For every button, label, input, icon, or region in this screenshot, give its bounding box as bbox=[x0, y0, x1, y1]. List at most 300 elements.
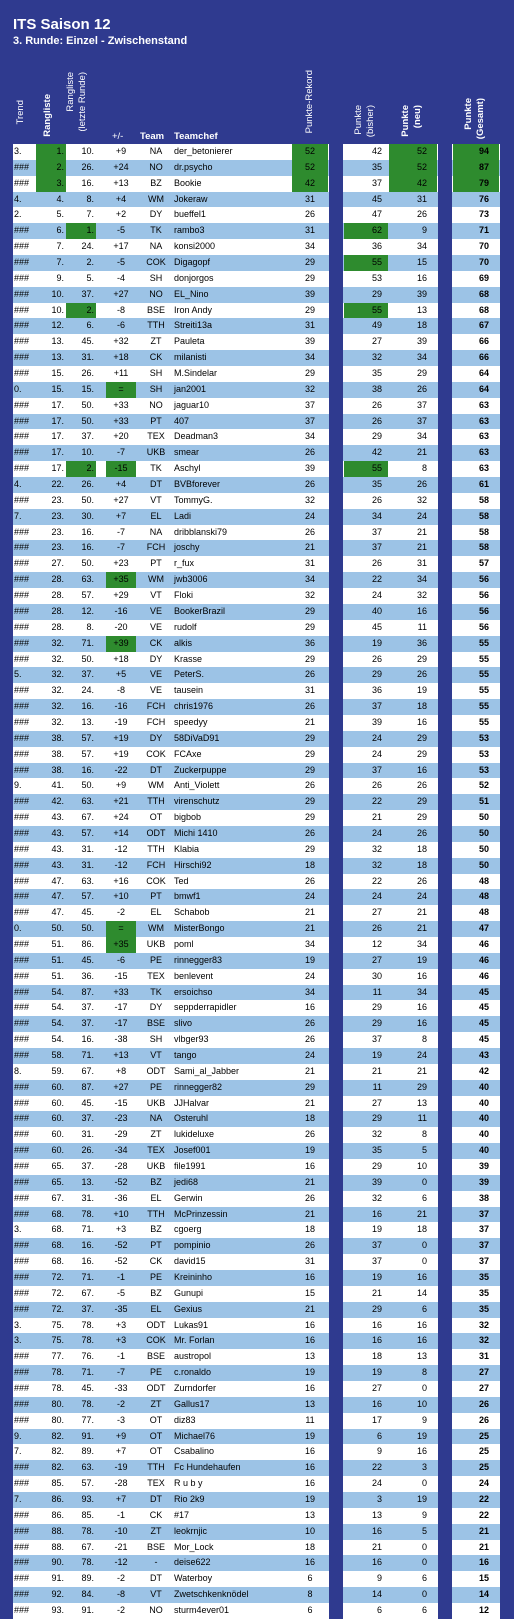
record-cell: 13 bbox=[304, 1351, 315, 1362]
points-total-cell: 63 bbox=[478, 463, 489, 474]
diff-cell: +20 bbox=[113, 431, 129, 442]
team-cell: - bbox=[154, 1557, 158, 1568]
points-new-cell: 6 bbox=[421, 1303, 427, 1314]
teamchef-cell: Aschyl bbox=[174, 463, 201, 474]
team-cell: TTH bbox=[147, 843, 165, 854]
table-row bbox=[0, 667, 514, 683]
points-new-cell: 34 bbox=[416, 431, 427, 442]
record-cell: 29 bbox=[304, 621, 315, 632]
points-new-cell: 0 bbox=[421, 1541, 427, 1552]
points-total-cell: 26 bbox=[478, 1414, 489, 1425]
points-new-cell: 29 bbox=[416, 796, 427, 807]
record-cell: 21 bbox=[304, 1176, 315, 1187]
rank-cell: 60. bbox=[51, 1113, 64, 1124]
table-row bbox=[0, 1460, 514, 1476]
trend-cell: ### bbox=[14, 827, 30, 838]
team-cell: PE bbox=[149, 1272, 162, 1283]
team-cell: ODT bbox=[146, 1065, 166, 1076]
points-before-cell: 26 bbox=[371, 558, 382, 569]
teamchef-cell: Osteruhl bbox=[174, 1113, 209, 1124]
rank-cell: 2. bbox=[36, 160, 66, 176]
diff-cell: -16 bbox=[114, 605, 128, 616]
points-total-cell: 25 bbox=[478, 1446, 489, 1457]
team-cell: TEX bbox=[147, 431, 165, 442]
record-cell: 32 bbox=[304, 383, 315, 394]
diff-cell: +2 bbox=[115, 209, 127, 220]
table-row bbox=[0, 921, 514, 937]
trend-cell: ### bbox=[14, 1145, 30, 1156]
teamchef-cell: jedi68 bbox=[174, 1176, 199, 1187]
last-rank-cell: 16. bbox=[81, 177, 94, 188]
table-row bbox=[0, 1286, 514, 1302]
teamchef-cell: speedyy bbox=[174, 716, 208, 727]
points-before-cell: 37 bbox=[371, 701, 382, 712]
team-cell: FCH bbox=[146, 716, 166, 727]
points-before-cell: 29 bbox=[371, 1002, 382, 1013]
points-new-cell: 36 bbox=[416, 637, 427, 648]
points-before-cell: 19 bbox=[371, 1224, 382, 1235]
teamchef-cell: bigbob bbox=[174, 812, 202, 823]
record-cell: 26 bbox=[304, 1034, 315, 1045]
points-new-cell: 16 bbox=[416, 272, 427, 283]
table-row bbox=[0, 556, 514, 572]
record-cell: 16 bbox=[304, 1272, 315, 1283]
points-total-cell: 55 bbox=[478, 701, 489, 712]
record-cell: 16 bbox=[304, 1319, 315, 1330]
points-total-cell: 58 bbox=[478, 494, 489, 505]
points-total-cell: 55 bbox=[478, 653, 489, 664]
record-cell: 16 bbox=[304, 1478, 315, 1489]
table-row bbox=[0, 778, 514, 794]
diff-cell: -36 bbox=[114, 1192, 128, 1203]
points-before-cell: 26 bbox=[371, 653, 382, 664]
points-before-cell: 35 bbox=[371, 161, 382, 172]
record-cell: 16 bbox=[304, 1002, 315, 1013]
diff-cell: -7 bbox=[116, 542, 125, 553]
rank-cell: 22. bbox=[51, 479, 64, 490]
team-cell: TK bbox=[150, 986, 162, 997]
record-cell: 16 bbox=[304, 1335, 315, 1346]
team-cell: SH bbox=[149, 383, 163, 394]
record-cell: 31 bbox=[304, 193, 315, 204]
last-rank-cell: 26. bbox=[81, 161, 94, 172]
diff-cell: -1 bbox=[116, 1351, 125, 1362]
diff-cell: -29 bbox=[114, 1129, 128, 1140]
points-before-cell: 11 bbox=[372, 1081, 382, 1092]
points-total-cell: 66 bbox=[478, 336, 489, 347]
rank-cell: 60. bbox=[51, 1145, 64, 1156]
points-total-cell: 63 bbox=[478, 399, 489, 410]
points-before-cell: 39 bbox=[371, 716, 382, 727]
points-new-cell: 18 bbox=[416, 701, 427, 712]
trend-cell: ### bbox=[14, 764, 30, 775]
table-row bbox=[0, 953, 514, 969]
diff-cell: +16 bbox=[113, 875, 129, 886]
diff-cell: +10 bbox=[113, 1208, 129, 1219]
points-new-cell: 16 bbox=[416, 1018, 427, 1029]
teamchef-cell: jwb3006 bbox=[174, 574, 208, 585]
record-cell: 29 bbox=[304, 748, 315, 759]
rank-cell: 80. bbox=[51, 1414, 64, 1425]
table-row bbox=[0, 572, 514, 588]
last-rank-cell: 37. bbox=[81, 1303, 94, 1314]
points-new-cell: 21 bbox=[416, 526, 427, 537]
teamchef-cell: Fc Hundehaufen bbox=[174, 1462, 241, 1473]
record-cell: 13 bbox=[304, 1509, 315, 1520]
table-row bbox=[0, 509, 514, 525]
points-before-cell: 29 bbox=[371, 669, 382, 680]
teamchef-cell: Kreininho bbox=[174, 1272, 213, 1283]
points-new-cell: 19 bbox=[416, 1494, 427, 1505]
last-rank-cell: 2. bbox=[66, 461, 96, 477]
points-new-cell: 0 bbox=[421, 1478, 427, 1489]
table-row bbox=[0, 1333, 514, 1349]
trend-cell: ### bbox=[14, 494, 30, 505]
last-rank-cell: 31. bbox=[81, 352, 94, 363]
rank-cell: 85. bbox=[51, 1478, 64, 1489]
team-cell: TEX bbox=[147, 970, 165, 981]
points-total-cell: 50 bbox=[478, 827, 489, 838]
points-total-cell: 58 bbox=[478, 510, 489, 521]
points-before-cell: 53 bbox=[371, 272, 382, 283]
team-cell: VT bbox=[150, 1589, 162, 1600]
points-new-cell: 52 bbox=[389, 160, 437, 176]
table-row bbox=[0, 1444, 514, 1460]
team-cell: UKB bbox=[146, 1097, 166, 1108]
table-row bbox=[0, 937, 514, 953]
table-row bbox=[0, 1016, 514, 1032]
team-cell: NA bbox=[149, 1113, 163, 1124]
rank-cell: 3. bbox=[36, 176, 66, 192]
points-new-cell: 29 bbox=[416, 812, 427, 823]
teamchef-cell: Pauleta bbox=[174, 336, 205, 347]
trend-cell: ### bbox=[14, 352, 30, 363]
points-total-cell: 37 bbox=[478, 1208, 489, 1219]
record-cell: 13 bbox=[304, 1398, 315, 1409]
last-rank-cell: 45. bbox=[81, 1383, 94, 1394]
team-cell: NO bbox=[149, 288, 163, 299]
record-cell: 16 bbox=[304, 1446, 315, 1457]
record-cell: 26 bbox=[304, 1018, 315, 1029]
last-rank-cell: 2. bbox=[66, 303, 96, 319]
points-before-cell: 14 bbox=[371, 1589, 382, 1600]
trend-cell: ### bbox=[14, 1018, 30, 1029]
points-total-cell: 64 bbox=[478, 383, 489, 394]
points-new-cell: 19 bbox=[416, 685, 427, 696]
trend-cell: 0. bbox=[14, 383, 22, 394]
teamchef-cell: Josef001 bbox=[174, 1145, 211, 1156]
last-rank-cell: 50. bbox=[81, 923, 94, 934]
points-total-cell: 16 bbox=[478, 1557, 489, 1568]
record-cell: 31 bbox=[304, 685, 315, 696]
team-cell: BSE bbox=[146, 1018, 165, 1029]
points-total-cell: 46 bbox=[478, 938, 489, 949]
table-row bbox=[0, 1365, 514, 1381]
trend-cell: ### bbox=[14, 257, 30, 268]
points-new-cell: 24 bbox=[416, 510, 427, 521]
last-rank-cell: 8. bbox=[86, 621, 94, 632]
last-rank-cell: 71. bbox=[81, 1367, 94, 1378]
points-new-cell: 21 bbox=[416, 1065, 427, 1076]
points-before-cell: 26 bbox=[371, 494, 382, 505]
diff-cell: -5 bbox=[116, 257, 125, 268]
teamchef-cell: austropol bbox=[174, 1351, 212, 1362]
trend-cell: ### bbox=[14, 859, 30, 870]
trend-cell: ### bbox=[14, 812, 30, 823]
rank-cell: 43. bbox=[51, 827, 64, 838]
table-row bbox=[0, 1540, 514, 1556]
teamchef-cell: Floki bbox=[174, 590, 194, 601]
table-row bbox=[0, 905, 514, 921]
points-before-cell: 21 bbox=[371, 1541, 382, 1552]
points-before-cell: 16 bbox=[371, 1319, 382, 1330]
diff-cell: +7 bbox=[115, 510, 127, 521]
rank-cell: 82. bbox=[51, 1446, 64, 1457]
diff-cell: -7 bbox=[116, 447, 125, 458]
teamchef-cell: cgoerg bbox=[174, 1224, 202, 1235]
record-cell: 32 bbox=[304, 494, 315, 505]
teamchef-cell: Csabalino bbox=[174, 1446, 215, 1457]
teamchef-cell: benlevent bbox=[174, 970, 214, 981]
table-row bbox=[0, 810, 514, 826]
trend-cell: ### bbox=[14, 653, 30, 664]
points-new-cell: 29 bbox=[416, 748, 427, 759]
points-total-cell: 21 bbox=[478, 1525, 489, 1536]
points-total-cell: 55 bbox=[478, 716, 489, 727]
diff-cell: -38 bbox=[114, 1034, 128, 1045]
last-rank-cell: 31. bbox=[81, 1129, 94, 1140]
trend-cell: ### bbox=[14, 1256, 30, 1267]
trend-cell: ### bbox=[14, 1034, 30, 1045]
table-row bbox=[0, 287, 514, 303]
diff-cell: +9 bbox=[115, 146, 127, 156]
last-rank-cell: 50. bbox=[81, 494, 94, 505]
rank-cell: 42. bbox=[51, 796, 64, 807]
points-before-cell: 37 bbox=[371, 764, 382, 775]
rank-cell: 80. bbox=[51, 1398, 64, 1409]
diff-cell: +24 bbox=[113, 161, 129, 172]
teamchef-cell: Ladi bbox=[174, 510, 192, 521]
points-before-cell: 27 bbox=[371, 1097, 382, 1108]
points-new-cell: 16 bbox=[416, 1319, 427, 1330]
record-cell: 24 bbox=[304, 891, 315, 902]
teamchef-cell: Lukas91 bbox=[174, 1319, 209, 1330]
record-cell: 52 bbox=[292, 160, 328, 176]
table-row bbox=[0, 1159, 514, 1175]
points-new-cell: 37 bbox=[416, 399, 427, 410]
table-row bbox=[0, 1555, 514, 1571]
rank-cell: 60. bbox=[51, 1129, 64, 1140]
trend-cell: ### bbox=[14, 1557, 30, 1568]
record-cell: 29 bbox=[304, 304, 315, 315]
points-new-cell: 26 bbox=[416, 209, 427, 220]
trend-cell: 3. bbox=[14, 1319, 22, 1330]
points-total-cell: 15 bbox=[478, 1573, 489, 1584]
diff-cell: -17 bbox=[114, 1002, 128, 1013]
record-cell: 19 bbox=[304, 1145, 315, 1156]
last-rank-cell: 63. bbox=[81, 1462, 94, 1473]
points-total-cell: 26 bbox=[478, 1398, 489, 1409]
trend-cell: ### bbox=[14, 605, 30, 616]
teamchef-cell: Mr. Forlan bbox=[174, 1335, 215, 1346]
points-total-cell: 40 bbox=[478, 1129, 489, 1140]
rank-cell: 38. bbox=[51, 748, 64, 759]
points-before-cell: 24 bbox=[371, 1478, 382, 1489]
points-total-cell: 52 bbox=[478, 780, 489, 791]
trend-cell: 9. bbox=[14, 780, 22, 791]
team-cell: OT bbox=[149, 1430, 163, 1441]
teamchef-cell: Zuckerpuppe bbox=[174, 764, 227, 775]
last-rank-cell: 71. bbox=[81, 637, 94, 648]
trend-cell: ### bbox=[14, 1176, 30, 1187]
team-cell: NO bbox=[149, 399, 163, 410]
points-new-cell: 29 bbox=[416, 732, 427, 743]
points-new-cell: 18 bbox=[416, 843, 427, 854]
diff-cell: -20 bbox=[114, 621, 128, 632]
standings-table bbox=[0, 144, 514, 1619]
header-teamchef: Teamchef bbox=[174, 131, 218, 142]
table-row bbox=[0, 255, 514, 271]
teamchef-cell: joschy bbox=[174, 542, 200, 553]
table-row bbox=[0, 1048, 514, 1064]
team-cell: ZT bbox=[150, 336, 162, 347]
team-cell: VE bbox=[149, 621, 162, 632]
team-cell: VE bbox=[149, 605, 162, 616]
table-row bbox=[0, 588, 514, 604]
points-total-cell: 45 bbox=[478, 986, 489, 997]
rank-cell: 32. bbox=[51, 701, 64, 712]
trend-cell: ### bbox=[14, 685, 30, 696]
team-cell: VE bbox=[149, 685, 162, 696]
rank-cell: 32. bbox=[51, 685, 64, 696]
team-cell: DY bbox=[149, 1002, 163, 1013]
teamchef-cell: Anti_Violett bbox=[174, 780, 220, 791]
trend-cell: ### bbox=[14, 1525, 30, 1536]
record-cell: 26 bbox=[304, 479, 315, 490]
table-row bbox=[0, 303, 514, 319]
points-total-cell: 46 bbox=[478, 970, 489, 981]
table-row bbox=[0, 1318, 514, 1334]
teamchef-cell: Bookie bbox=[174, 177, 202, 188]
points-before-cell: 32 bbox=[371, 1192, 382, 1203]
trend-cell: ### bbox=[14, 907, 30, 918]
header-gesamt-line1: Punkte bbox=[463, 98, 474, 130]
table-row bbox=[0, 1492, 514, 1508]
points-before-cell: 49 bbox=[371, 320, 382, 331]
team-cell: PE bbox=[149, 1367, 162, 1378]
trend-cell: ### bbox=[14, 1303, 30, 1314]
rank-cell: 60. bbox=[51, 1097, 64, 1108]
points-total-cell: 40 bbox=[478, 1081, 489, 1092]
rank-cell: 17. bbox=[51, 447, 64, 458]
last-rank-cell: 76. bbox=[81, 1351, 94, 1362]
record-cell: 8 bbox=[307, 1589, 313, 1600]
points-new-cell: 26 bbox=[416, 827, 427, 838]
table-row bbox=[0, 1270, 514, 1286]
points-before-cell: 29 bbox=[371, 1113, 382, 1124]
points-before-cell: 29 bbox=[371, 431, 382, 442]
team-cell: FCH bbox=[146, 542, 166, 553]
teamchef-cell: lukideluxe bbox=[174, 1129, 215, 1140]
trend-cell: ### bbox=[14, 843, 30, 854]
record-cell: 29 bbox=[304, 257, 315, 268]
points-total-cell: 66 bbox=[478, 352, 489, 363]
team-cell: WM bbox=[148, 574, 164, 585]
record-cell: 29 bbox=[304, 732, 315, 743]
teamchef-cell: M.Sindelar bbox=[174, 368, 218, 379]
header-team: Team bbox=[140, 131, 165, 142]
points-new-cell: 8 bbox=[421, 1367, 427, 1378]
points-new-cell: 5 bbox=[421, 1525, 427, 1536]
team-cell: BSE bbox=[146, 304, 165, 315]
table-row bbox=[0, 969, 514, 985]
header-trend: Trend bbox=[15, 100, 26, 125]
record-cell: 34 bbox=[304, 574, 315, 585]
last-rank-cell: 8. bbox=[86, 193, 94, 204]
table-row bbox=[0, 540, 514, 556]
rank-cell: 38. bbox=[51, 764, 64, 775]
points-before-cell: 27 bbox=[371, 954, 382, 965]
table-row bbox=[0, 715, 514, 731]
table-row bbox=[0, 1603, 514, 1619]
rank-cell: 86. bbox=[51, 1509, 64, 1520]
trend-cell: ### bbox=[14, 1414, 30, 1425]
points-new-cell: 16 bbox=[416, 970, 427, 981]
record-cell: 42 bbox=[292, 176, 328, 192]
record-cell: 26 bbox=[304, 447, 315, 458]
table-row bbox=[0, 1476, 514, 1492]
trend-cell: 9. bbox=[14, 1430, 22, 1441]
trend-cell: 0. bbox=[14, 923, 22, 934]
diff-cell: -2 bbox=[116, 1605, 125, 1616]
points-new-cell: 26 bbox=[416, 479, 427, 490]
rank-cell: 90. bbox=[51, 1557, 64, 1568]
table-row bbox=[0, 493, 514, 509]
points-total-cell: 27 bbox=[478, 1367, 489, 1378]
trend-cell: ### bbox=[14, 1081, 30, 1092]
points-before-cell: 36 bbox=[371, 241, 382, 252]
points-new-cell: 29 bbox=[416, 653, 427, 664]
points-total-cell: 68 bbox=[478, 304, 489, 315]
team-cell: FCH bbox=[146, 701, 166, 712]
page-title: ITS Saison 12 bbox=[13, 16, 111, 33]
header-bisher-line1: Punkte bbox=[353, 105, 364, 135]
team-cell: OT bbox=[149, 1414, 163, 1425]
points-total-cell: 67 bbox=[478, 320, 489, 331]
record-cell: 37 bbox=[304, 399, 315, 410]
rank-cell: 6. bbox=[56, 225, 64, 236]
team-cell: ZT bbox=[150, 1525, 162, 1536]
record-cell: 21 bbox=[304, 716, 315, 727]
table-row bbox=[0, 223, 514, 239]
trend-cell: ### bbox=[14, 431, 30, 442]
rank-cell: 88. bbox=[51, 1541, 64, 1552]
points-before-cell: 16 bbox=[371, 1557, 382, 1568]
record-cell: 19 bbox=[304, 1494, 315, 1505]
teamchef-cell: jaguar10 bbox=[174, 399, 210, 410]
points-total-cell: 79 bbox=[453, 176, 499, 192]
diff-cell: -8 bbox=[116, 1589, 125, 1600]
last-rank-cell: 16. bbox=[81, 542, 94, 553]
rank-cell: 88. bbox=[51, 1525, 64, 1536]
teamchef-cell: Iron Andy bbox=[174, 304, 213, 315]
points-new-cell: 8 bbox=[421, 463, 427, 474]
teamchef-cell: jan2001 bbox=[174, 383, 207, 394]
points-before-cell: 22 bbox=[371, 796, 382, 807]
team-cell: DT bbox=[150, 764, 162, 775]
rank-cell: 78. bbox=[51, 1367, 64, 1378]
table-row bbox=[0, 874, 514, 890]
